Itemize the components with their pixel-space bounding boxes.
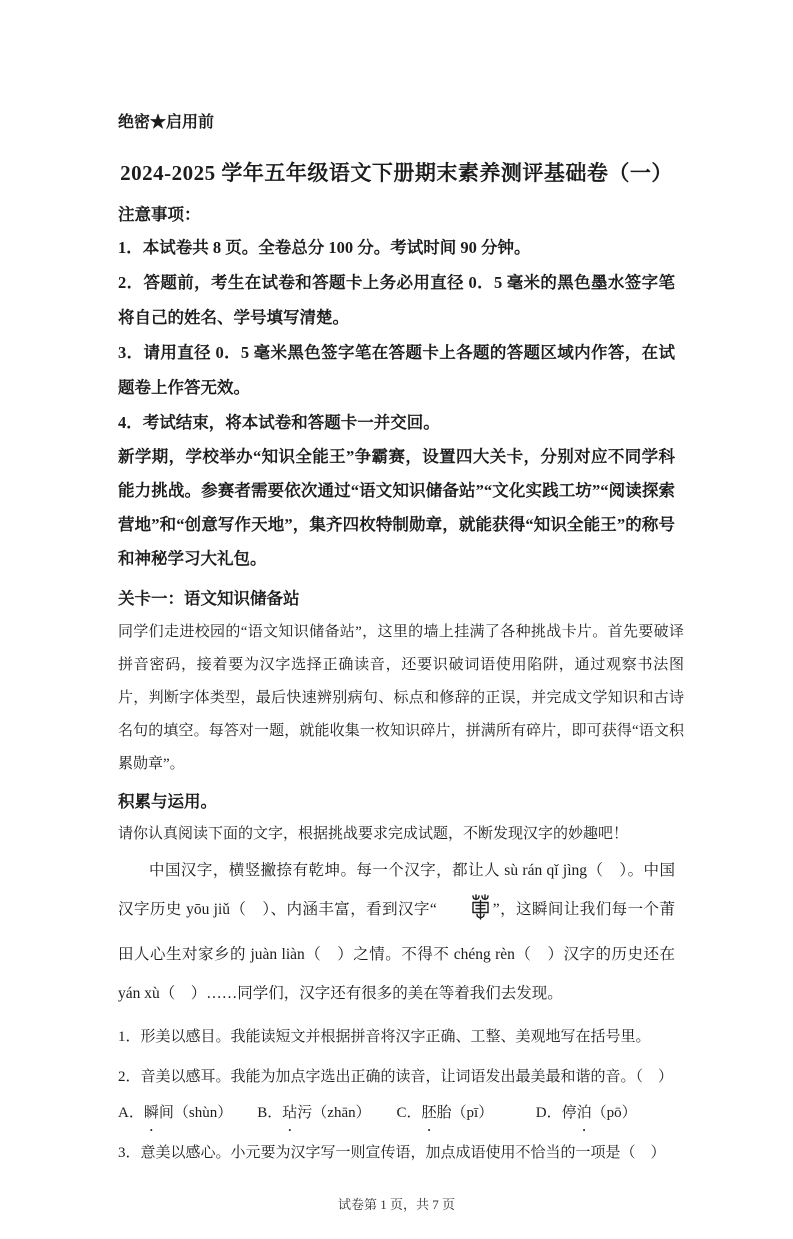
passage-text-after-seal: ”，这瞬间让我们每一个莆田人心生对家乡的 juàn liàn（ ）之情。不得不 chéng rèn（ ）汉字的历史还在 yán xù（ ）……同学们，汉字还有很多的美在等着我们去发现。 <box>118 901 675 1002</box>
question-3: 3．意美以感心。小元要为汉字写一则宣传语，加点成语使用不恰当的一项是（ ） <box>118 1145 666 1161</box>
notice-heading: 注意事项： <box>118 205 201 224</box>
notice-item-3: 3．请用直径 0．5 毫米黑色签字笔在答题卡上各题的答题区域内作答，在试题卷上作答无效。 <box>118 343 675 397</box>
option-a <box>118 1097 257 1129</box>
option-a-dotted-char: 瞬 <box>143 1105 159 1121</box>
page-footer: 试卷第 1 页，共 7 页 <box>337 1197 455 1212</box>
passage-paragraph <box>118 851 675 1013</box>
lead-text: 请你认真阅读下面的文字，根据挑战要求完成试题，不断发现汉字的妙趣吧！ <box>118 826 629 842</box>
option-a-label: A． <box>118 1105 144 1121</box>
subsection-heading-accumulation: 积累与运用。 <box>118 792 217 811</box>
notice-item-2: 2．答题前，考生在试卷和答题卡上务必用直径 0．5 毫米的黑色墨水签字笔将自己的姓名、学号填写清楚。 <box>118 273 675 327</box>
option-b-dotted-char: 玷 <box>282 1105 298 1121</box>
notice-item-1: 1．本试卷共 8 页。全卷总分 100 分。考试时间 90 分钟。 <box>118 238 531 257</box>
question-1: 1．形美以感目。我能读短文并根据拼音将汉字正确、工整、美观地写在括号里。 <box>118 1029 651 1045</box>
option-d-label: D． <box>535 1105 562 1121</box>
contest-intro-paragraph: 新学期，学校举办“知识全能王”争霸赛，设置四大关卡，分别对应不同学科能力挑战。参赛者需要依次通过“语文知识储备站”“文化实践工坊”“阅读探索营地”和“创意写作天地”，集齐四枚特制勋章，就能获得“知识全能王”的称号和神秘学习大礼包。 <box>118 447 675 568</box>
seal-script-glyph-icon <box>439 894 491 935</box>
option-b-label: B． <box>257 1105 283 1121</box>
question-2-options <box>118 1097 675 1129</box>
option-b <box>257 1097 396 1129</box>
section-description: 同学们走进校园的“语文知识储备站”，这里的墙上挂满了各种挑战卡片。首先要破译拼音密码，接着要为汉字选择正确读音，还要识破词语使用陷阱，通过观察书法图片，判断字体类型，最后快速辨别病句、标点和修辞的正误，并完成文学知识和古诗名句的填空。每答对一题，就能收集一枚知识碎片，拼满所有碎片，即可获得“语文积累勋章”。 <box>118 624 684 772</box>
option-c-after: 胎（pī） <box>436 1105 494 1121</box>
section-heading-level-one: 关卡一：语文知识储备站 <box>118 589 300 608</box>
option-d-before: 停 <box>561 1105 577 1121</box>
passage-text-before-seal: 中国汉字，横竖撇捺有乾坤。每一个汉字，都让人 sù rán qǐ jìng（ ）。中国汉字历史 yōu jiǔ（ ）、内涵丰富，看到汉字“ <box>118 862 675 918</box>
option-d-dotted-char: 泊 <box>576 1105 592 1121</box>
option-c-dotted-char: 胚 <box>421 1105 437 1121</box>
option-c-label: C． <box>396 1105 422 1121</box>
exam-title: 2024-2025 学年五年级语文下册期末素养测评基础卷（一） <box>120 161 673 185</box>
option-a-after: 间（shùn） <box>158 1105 233 1121</box>
option-d <box>536 1097 675 1129</box>
notice-item-4: 4．考试结束，将本试卷和答题卡一并交回。 <box>118 413 440 432</box>
option-d-after: （pō） <box>591 1105 637 1121</box>
classification-label: 绝密★启用前 <box>118 114 215 131</box>
option-c <box>397 1097 536 1129</box>
question-2: 2．音美以感耳。我能为加点字选出正确的读音，让词语发出最美最和谐的音。（ ） <box>118 1069 674 1085</box>
option-b-after: 污（zhān） <box>297 1105 371 1121</box>
